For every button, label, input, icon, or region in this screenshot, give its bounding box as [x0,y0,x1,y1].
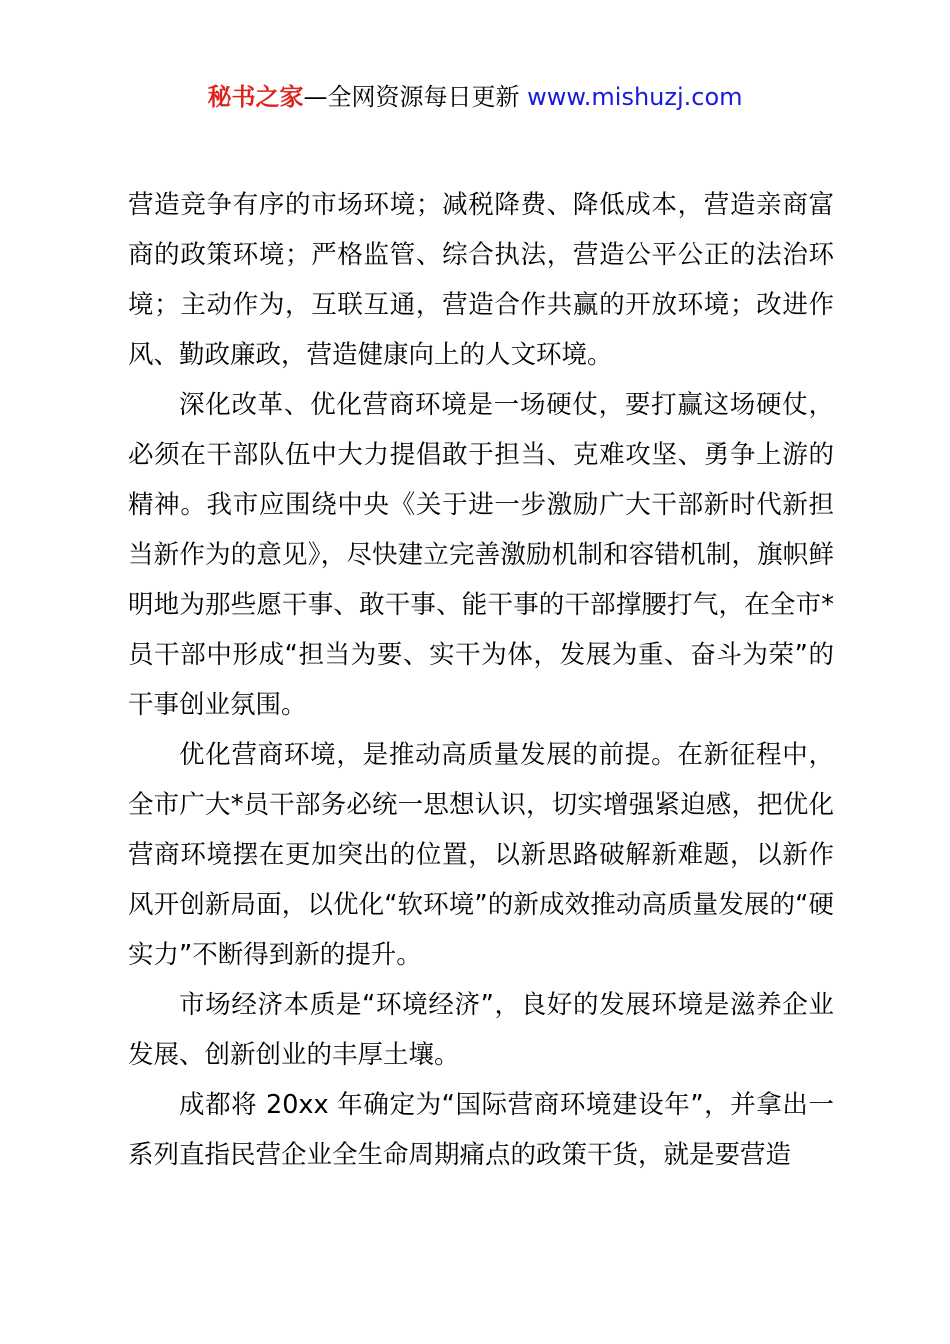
page-header [0,80,950,114]
paragraph-4: 市场经济本质是“环境经济”，良好的发展环境是滋养企业发展、创新创业的丰厚土壤。 [128,990,834,1070]
paragraph-2: 深化改革、优化营商环境是一场硬仗，要打赢这场硬仗，必须在干部队伍中大力提倡敢于担当、克难攻坚、勇争上游的精神。我市应围绕中央《关于进一步激励广大干部新时代新担当新作为的意见》，尽快建立完善激励机制和容错机制，旗帜鲜明地为那些愿干事、敢干事、能干事的干部撑腰打气，在全市*员干部中形成“担当为要、实干为体，发展为重、奋斗为荣”的干事创业氛围。 [128,390,834,720]
paragraph-5: 成都将 20xx 年确定为“国际营商环境建设年”，并拿出一系列直指民营企业全生命周期痛点的政策干货，就是要营造 [128,1090,834,1170]
header-brand: 秘书之家 [207,83,304,111]
paragraph-1: 营造竞争有序的市场环境；减税降费、降低成本，营造亲商富商的政策环境；严格监管、综合执法，营造公平公正的法治环境；主动作为，互联互通，营造合作共赢的开放环境；改进作风、勤政廉政，营造健康向上的人文环境。 [128,190,834,370]
document-body [128,180,834,1180]
header-url-link[interactable]: www.mishuzj.com [527,83,743,111]
paragraph-3: 优化营商环境，是推动高质量发展的前提。在新征程中，全市广大*员干部务必统一思想认识，切实增强紧迫感，把优化营商环境摆在更加突出的位置，以新思路破解新难题，以新作风开创新局面，以优化“软环境”的新成效推动高质量发展的“硬实力”不断得到新的提升。 [128,740,834,970]
header-tagline: —全网资源每日更新 [303,83,528,111]
